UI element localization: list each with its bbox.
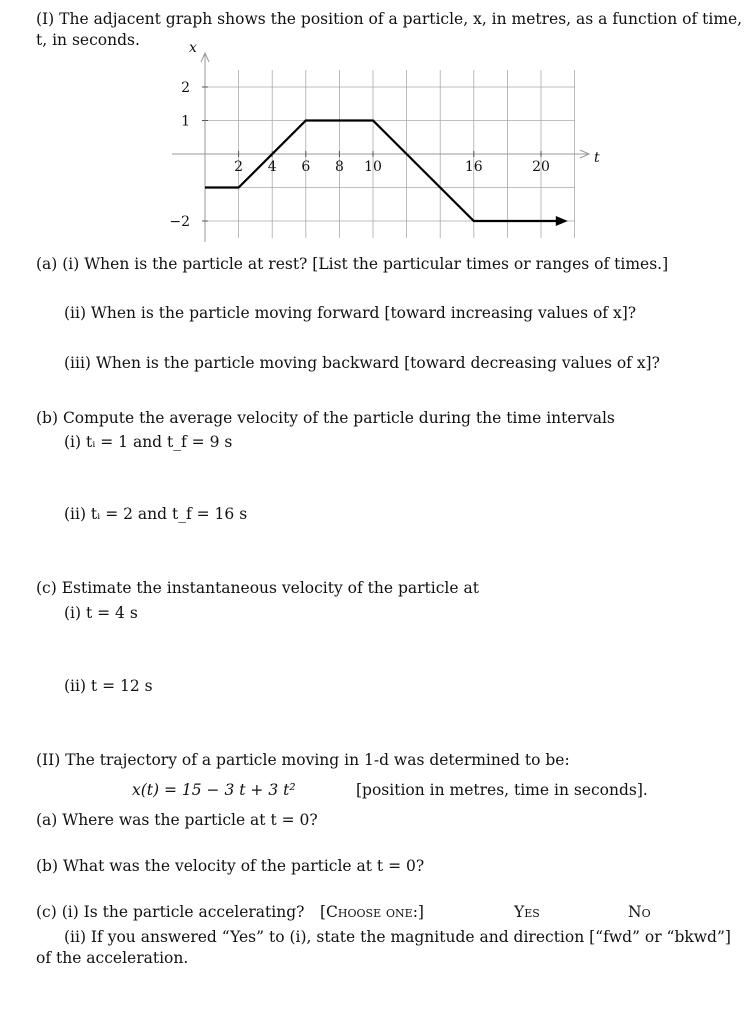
y-tick-label: 2 xyxy=(181,80,190,96)
question-a-i: (a) (i) When is the particle at rest? [List the particular times or ranges of times.] xyxy=(36,255,669,273)
graph-axes xyxy=(172,40,600,242)
question-2b: (b) What was the velocity of the particle at t = 0? xyxy=(36,857,425,875)
x-tick-label: 4 xyxy=(267,159,277,175)
question-a-iii: (iii) When is the particle moving backward [toward decreasing values of x]? xyxy=(64,354,660,372)
trajectory-equation: x(t) = 15 − 3 t + 3 t² xyxy=(132,781,296,799)
question-a-ii: (ii) When is the particle moving forward [toward increasing values of x]? xyxy=(64,304,637,322)
question-2c-ii-line1: (ii) If you answered “Yes” to (i), state the magnitude and direction [“fwd” or “bkwd”] xyxy=(64,928,731,946)
y-tick-label: −2 xyxy=(169,214,190,230)
part1-intro-line2: t, in seconds. xyxy=(36,31,140,49)
part2-intro: (II) The trajectory of a particle moving in 1-d was determined to be: xyxy=(36,751,570,769)
question-2c-ii-line2: of the acceleration. xyxy=(36,949,189,967)
question-b-heading: (b) Compute the average velocity of the particle during the time intervals xyxy=(36,409,615,427)
question-b-i: (i) tᵢ = 1 and t_f = 9 s xyxy=(64,433,233,451)
y-axis-label: x xyxy=(189,40,197,56)
x-tick-label: 20 xyxy=(532,159,550,175)
question-2c-i: (c) (i) Is the particle accelerating? xyxy=(36,903,305,921)
x-tick-label: 8 xyxy=(334,159,344,175)
choose-one-label: [Choose one:] xyxy=(320,903,424,921)
x-tick-label: 10 xyxy=(364,159,382,175)
x-axis-label: t xyxy=(594,150,600,166)
part1-intro-line1: (I) The adjacent graph shows the position of a particle, x, in metres, as a function of time, xyxy=(36,10,743,28)
equation-note: [position in metres, time in seconds]. xyxy=(356,781,648,799)
graph-tick-labels xyxy=(169,80,550,230)
x-tick-label: 6 xyxy=(301,159,311,175)
choice-yes: Yes xyxy=(514,903,540,921)
y-tick-label: 1 xyxy=(181,113,190,130)
curve-arrowhead xyxy=(556,216,568,226)
question-2a: (a) Where was the particle at t = 0? xyxy=(36,811,318,829)
question-b-ii: (ii) tᵢ = 2 and t_f = 16 s xyxy=(64,505,248,523)
question-c-heading: (c) Estimate the instantaneous velocity of the particle at xyxy=(36,579,479,597)
x-tick-label: 2 xyxy=(234,159,244,175)
graph-curve xyxy=(205,121,568,227)
question-c-i: (i) t = 4 s xyxy=(64,604,138,622)
x-tick-label: 16 xyxy=(464,159,483,175)
question-c-ii: (ii) t = 12 s xyxy=(64,677,153,695)
position-time-graph xyxy=(0,0,747,250)
choice-no: No xyxy=(628,903,651,921)
